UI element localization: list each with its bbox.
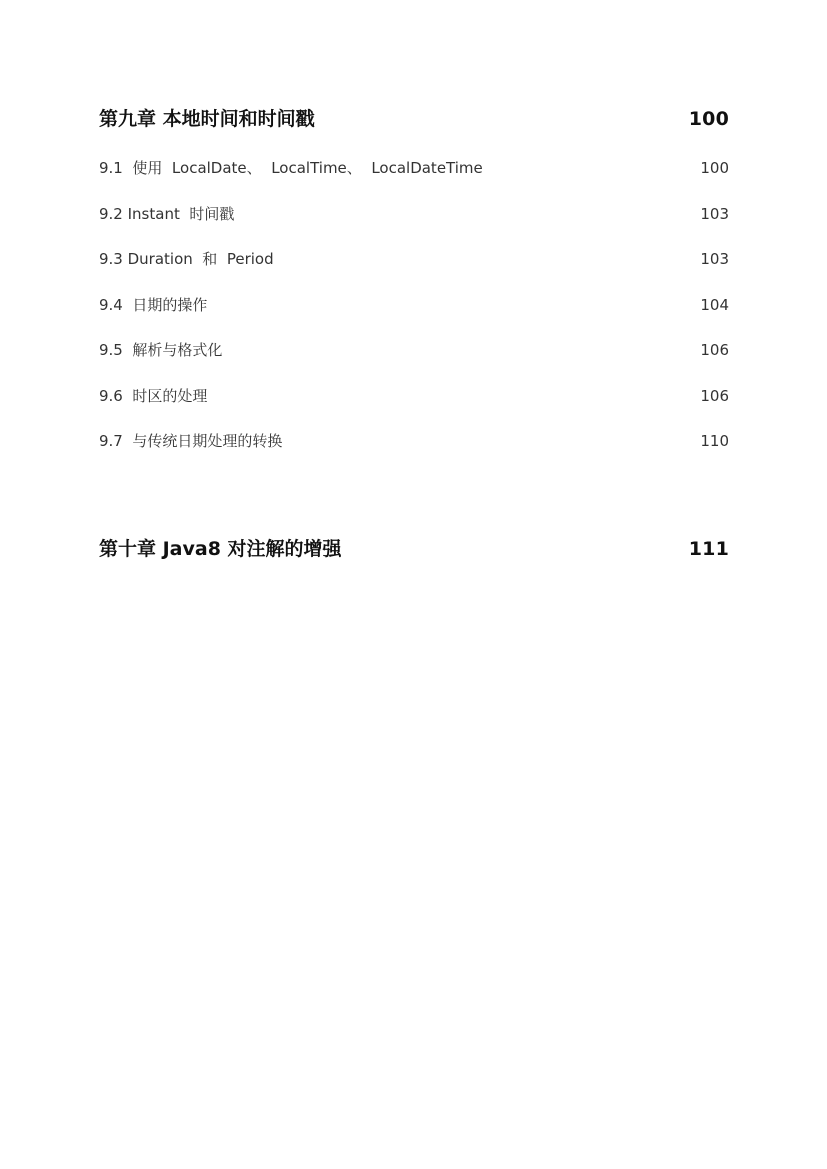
section-title: 9.1 使用 LocalDate、 LocalTime、 LocalDateTime xyxy=(99,159,483,177)
section-title: 9.4 日期的操作 xyxy=(99,296,208,314)
toc-entry[interactable] xyxy=(99,430,729,451)
section-title: 9.3 Duration 和 Period xyxy=(99,250,274,268)
chapter-page-number: 111 xyxy=(688,538,729,560)
chapter-title: 第十章 Java8 对注解的增强 xyxy=(99,538,342,560)
toc-entry[interactable] xyxy=(99,339,729,360)
section-title: 9.6 时区的处理 xyxy=(99,387,208,405)
section-page-number: 103 xyxy=(700,250,729,268)
toc-chapter-9[interactable] xyxy=(99,104,729,131)
section-page-number: 110 xyxy=(700,432,729,450)
section-page-number: 100 xyxy=(700,159,729,177)
section-page-number: 103 xyxy=(700,205,729,223)
section-title: 9.7 与传统日期处理的转换 xyxy=(99,432,283,450)
chapter-page-number: 100 xyxy=(688,108,729,130)
chapter-title: 第九章 本地时间和时间戳 xyxy=(99,108,315,130)
section-page-number: 104 xyxy=(700,296,729,314)
toc-entry[interactable] xyxy=(99,248,729,269)
section-title: 9.2 Instant 时间戳 xyxy=(99,205,235,223)
section-title: 9.5 解析与格式化 xyxy=(99,341,223,359)
toc-entry[interactable] xyxy=(99,294,729,315)
section-page-number: 106 xyxy=(700,387,729,405)
toc-chapter-10[interactable] xyxy=(99,534,729,561)
toc-entry[interactable] xyxy=(99,157,729,178)
toc-entry[interactable] xyxy=(99,385,729,406)
section-page-number: 106 xyxy=(700,341,729,359)
toc-entry[interactable] xyxy=(99,203,729,224)
